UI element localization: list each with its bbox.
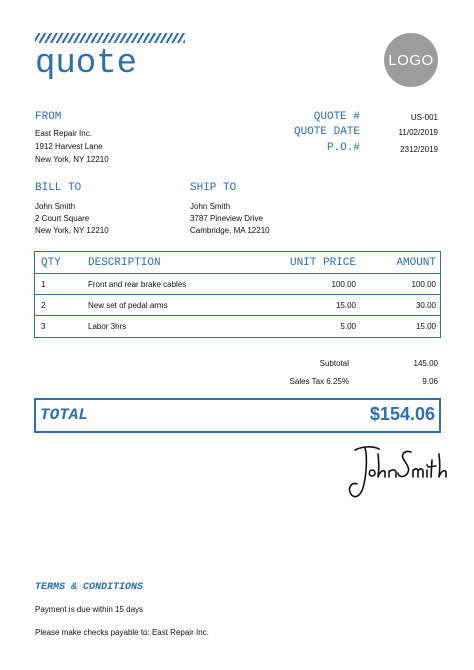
table-row [35,316,440,337]
bill-to-street: 2 Court Square [35,214,90,223]
row-qty: 3 [41,322,46,331]
ship-to-name: John Smith [190,202,231,211]
row-description: New set of pedal arms [88,300,168,310]
row-description: Front and rear brake cables [88,279,187,289]
header-qty: QTY [41,256,61,269]
from-street: 1912 Harvest Lane [35,142,103,151]
quote-number-label: QUOTE # [313,111,360,123]
from-city: New York, NY 12210 [35,155,109,164]
signature-image [345,440,450,505]
header-amount: AMOUNT [396,256,436,269]
sales-tax-value: 9.06 [422,377,438,386]
row-unit-price: 15.00 [335,300,356,310]
bill-to-label: BILL TO [35,182,82,194]
row-qty: 2 [41,300,46,310]
row-amount: 100.00 [411,279,436,289]
terms-payment-line: Payment is due within 15 days [35,605,144,614]
total-box [34,398,441,433]
ship-to-street: 3787 Pineview Drive [190,214,263,223]
header-unit-price: UNIT PRICE [289,256,356,269]
po-number-value: 2312/2019 [400,145,438,154]
quote-date-label: QUOTE DATE [293,126,360,138]
terms-title: TERMS & CONDITIONS [35,582,144,593]
quote-number-value: US-001 [410,113,438,122]
sales-tax-label: Sales Tax 6.25% [289,377,349,386]
line-items-table [34,251,441,338]
from-company: East Repair Inc. [35,129,92,138]
bill-to-city: New York, NY 12210 [35,226,109,235]
row-description: Labor 3hrs [88,322,127,331]
company-logo [384,33,438,87]
row-unit-price: 100.00 [331,279,356,289]
ship-to-city: Cambridge, MA 12210 [190,226,270,235]
subtotal-label: Subtotal [319,359,349,368]
po-number-label: P.O.# [326,142,360,154]
row-amount: 15.00 [415,322,436,331]
logo-text: LOGO [388,51,434,69]
ship-to-label: SHIP TO [190,182,237,194]
table-row [35,295,440,316]
subtotal-value: 145.00 [413,359,438,368]
bill-to-name: John Smith [35,202,76,211]
from-label: FROM [35,111,62,123]
row-amount: 30.00 [415,300,436,310]
total-value: $154.06 [369,404,435,424]
table-row [35,274,440,295]
row-qty: 1 [41,279,46,289]
header-stripe-decoration [35,33,185,43]
total-label: TOTAL [40,406,89,424]
document-title: quote [35,45,138,83]
quote-date-value: 11/02/2019 [398,128,438,137]
row-unit-price: 5.00 [340,322,356,331]
terms-checks-line: Please make checks payable to: East Repair Inc. [35,628,209,637]
table-header-row [35,252,440,274]
header-description: DESCRIPTION [88,256,161,269]
